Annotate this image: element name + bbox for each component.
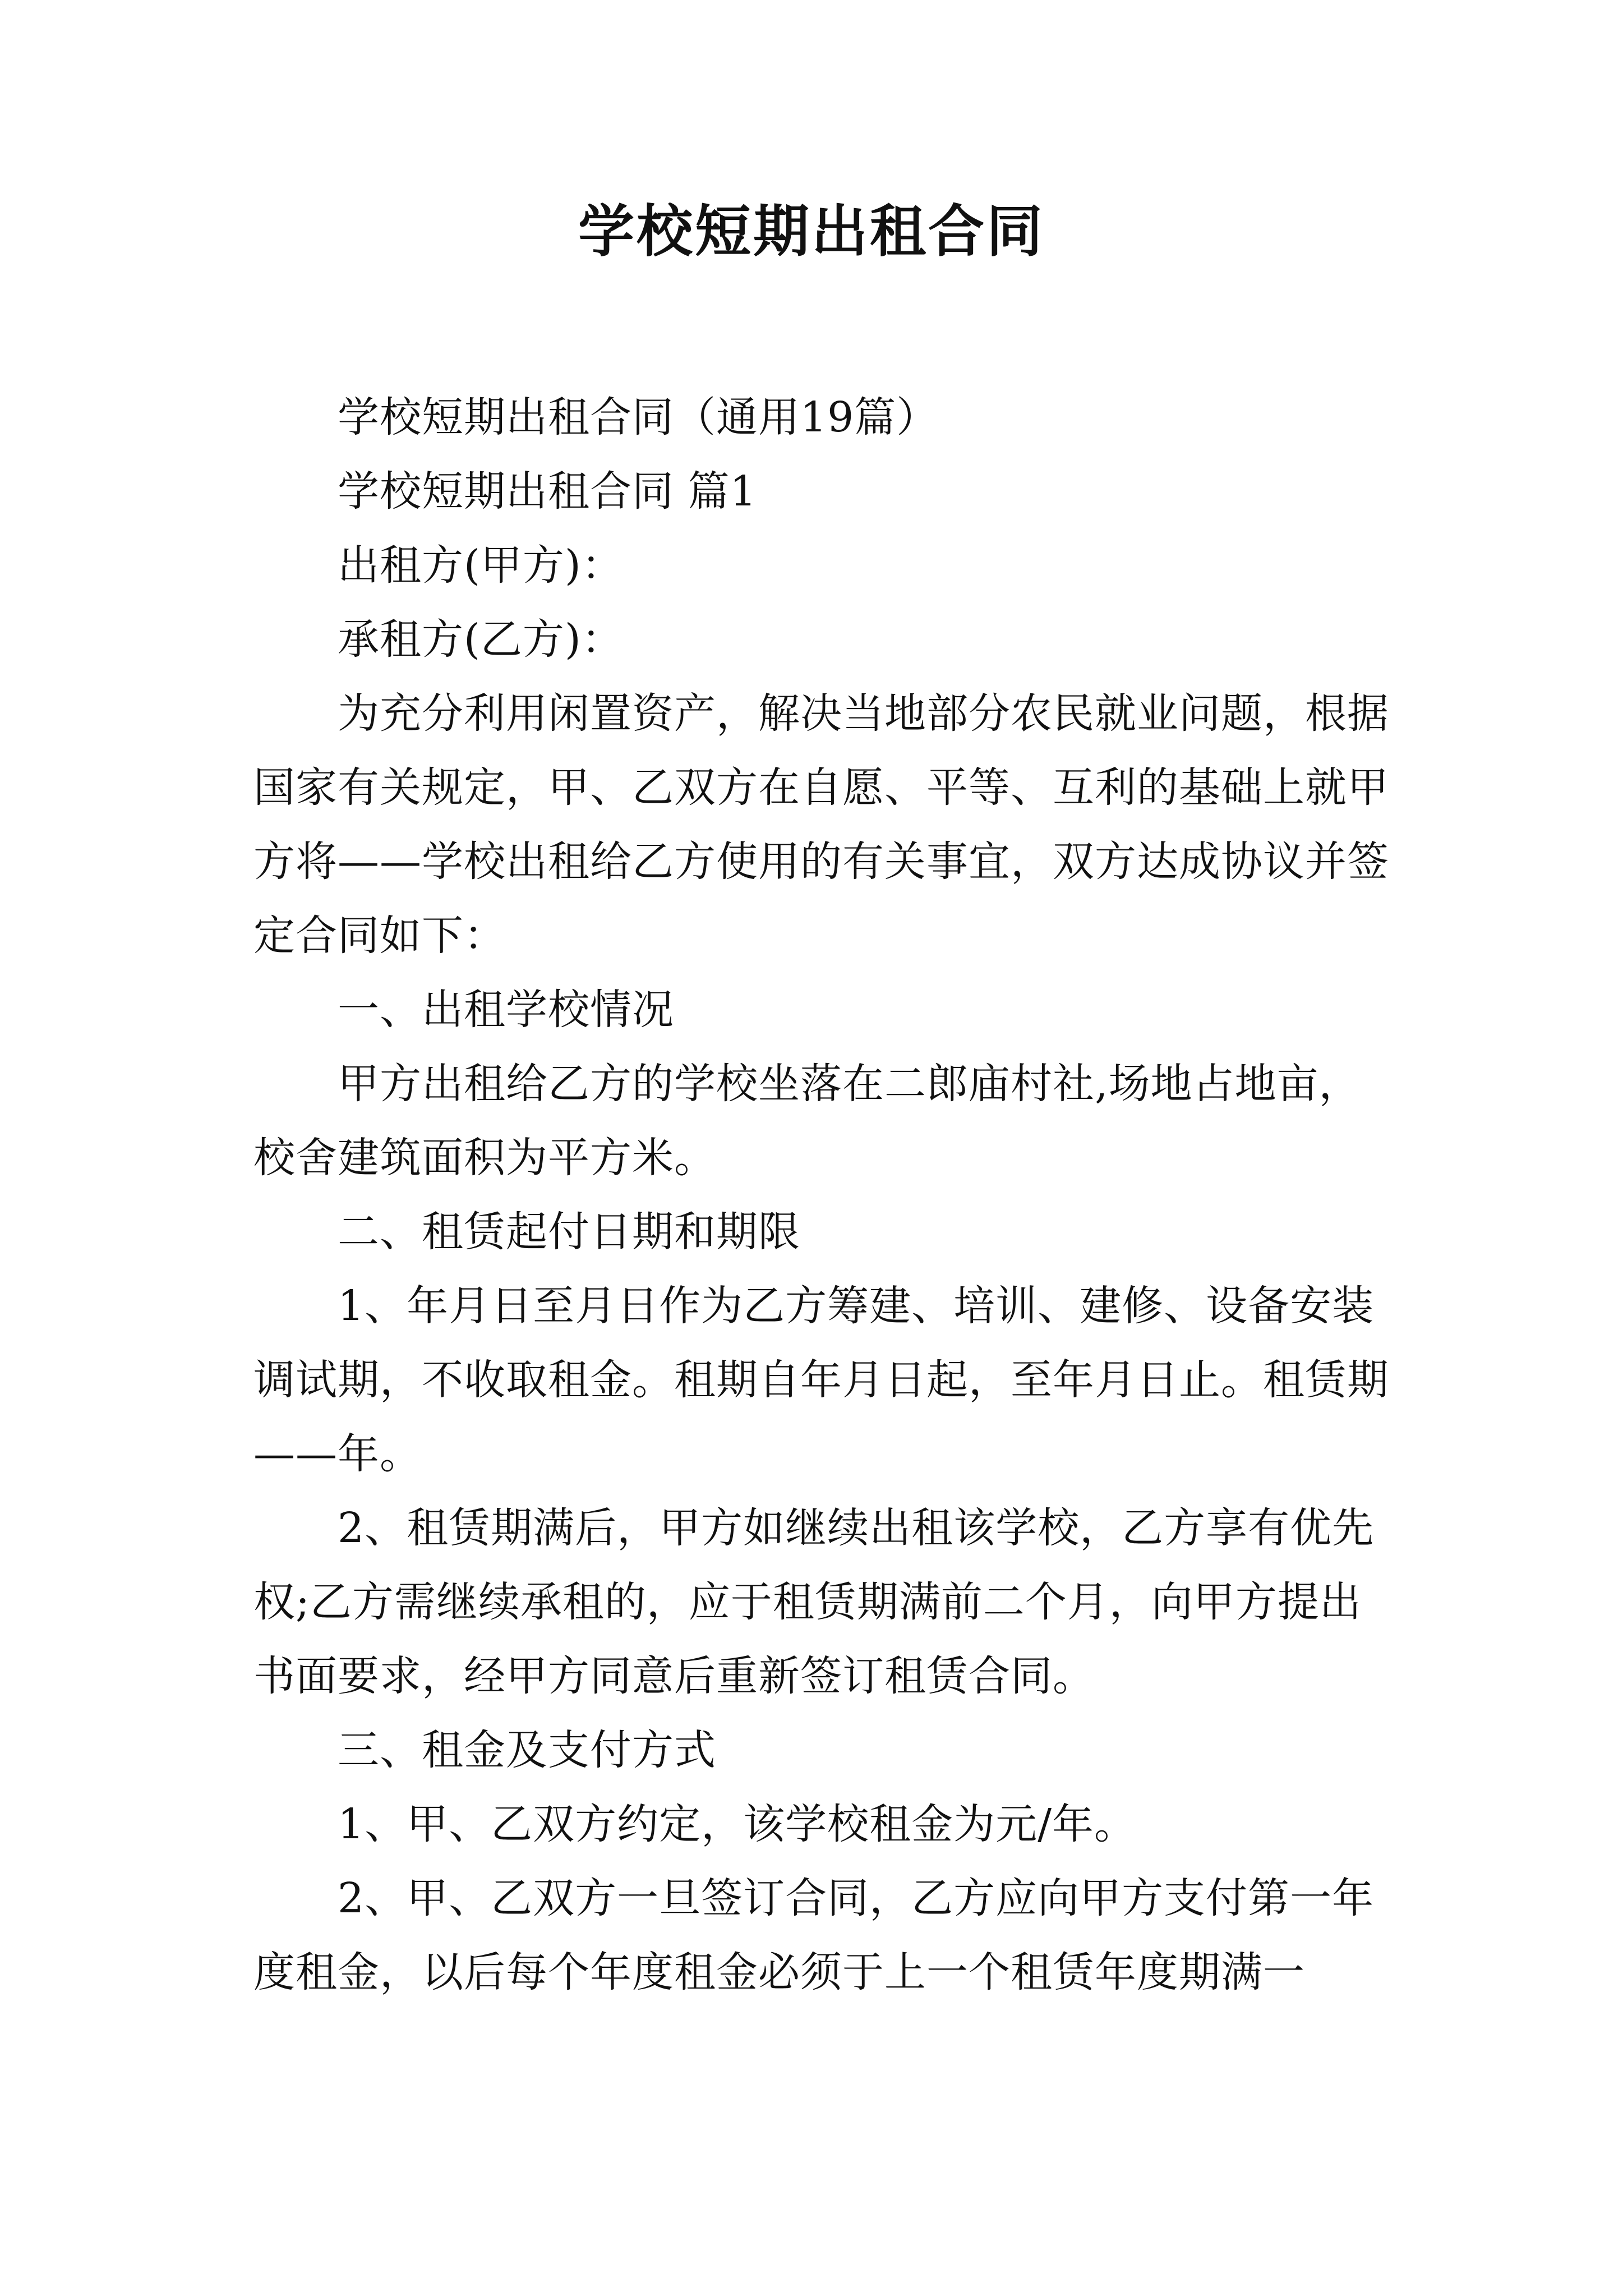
paragraph-clause-2-heading: 二、租赁起付日期和期限 <box>338 1208 800 1256</box>
paragraph-clause-2-item-2: 2、租赁期满后，甲方如继续出租该学校，乙方享有优先权;乙方需继续承租的，应于租赁期满前二个月，向甲方提出书面要求，经甲方同意后重新签订租赁合同。 <box>253 1504 1375 1700</box>
paragraph-clause-1-text: 甲方出租给乙方的学校坐落在二郎庙村社,场地占地亩，校舍建筑面积为平方米。 <box>253 1060 1361 1182</box>
paragraph-lessor: 出租方(甲方)： <box>338 541 624 590</box>
paragraph-clause-1-heading: 一、出租学校情况 <box>338 986 674 1034</box>
paragraph-clause-2-item-1: 1、年月日至月日作为乙方筹建、培训、建修、设备安装调试期，不收取租金。租期自年月日起，至年月日止。租赁期——年。 <box>253 1282 1389 1478</box>
paragraph-clause-3-item-1: 1、甲、乙双方约定，该学校租金为元/年。 <box>338 1800 1137 1848</box>
paragraph-section-heading: 学校短期出租合同 篇1 <box>338 467 757 516</box>
paragraph-preamble: 为充分利用闲置资产，解决当地部分农民就业问题，根据国家有关规定，甲、乙双方在自愿、平等、互利的基础上就甲方将——学校出租给乙方使用的有关事宜，双方达成协议并签定合同如下： <box>253 689 1389 960</box>
document-title: 学校短期出租合同 <box>578 198 1045 264</box>
document-body <box>253 380 1392 2009</box>
paragraph-clause-3-item-2: 2、甲、乙双方一旦签订合同，乙方应向甲方支付第一年度租金，以后每个年度租金必须于上一个租赁年度期满一 <box>253 1874 1375 1996</box>
paragraph-clause-3-heading: 三、租金及支付方式 <box>338 1726 716 1774</box>
paragraph-lessee: 承租方(乙方)： <box>338 615 624 664</box>
paragraph-subtitle: 学校短期出租合同（通用19篇） <box>338 393 939 441</box>
